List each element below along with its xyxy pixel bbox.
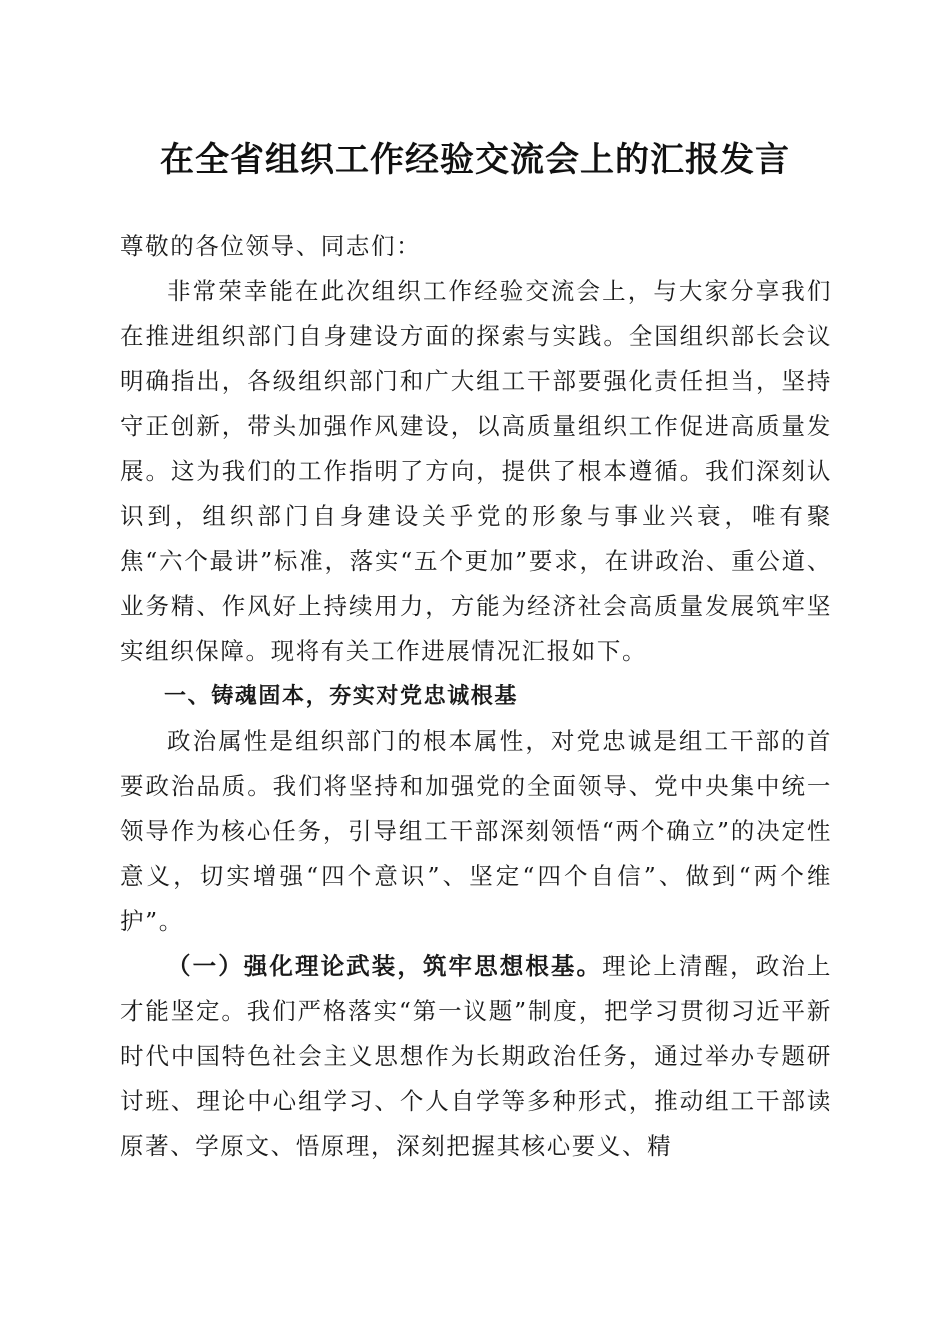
intro-paragraph: 非常荣幸能在此次组织工作经验交流会上，与大家分享我们在推进组织部门自身建设方面的探索与实践。全国组织部长会议明确指出，各级组织部门和广大组工干部要强化责任担当，坚持守正创新，带头加强作风建设，以高质量组织工作促进高质量发展。这为我们的工作指明了方向，提供了根本遵循。我们深刻认识到，组织部门自身建设关乎党的形象与事业兴衰，唯有聚焦“六个最讲”标准，落实“五个更加”要求，在讲政治、重公道、业务精、作风好上持续用力，方能为经济社会高质量发展筑牢坚实组织保障。现将有关工作进展情况汇报如下。 — [120, 277, 832, 665]
subsection-1-paragraph — [120, 944, 832, 1169]
section-1-heading: 一、铸魂固本，夯实对党忠诚根基 — [164, 684, 519, 709]
document-body — [120, 224, 832, 1169]
subsection-1-heading: （一）强化理论武装，筑牢思想根基。 — [167, 952, 603, 980]
subsection-1-text: 理论上清醒，政治上才能坚定。我们严格落实“第一议题”制度，把学习贯彻习近平新时代中国特色社会主义思想作为长期政治任务，通过举办专题研讨班、理论中心组学习、个人自学等多种形式，推动组工干部读原著、学原文、悟原理，深刻把握其核心要义、精 — [120, 952, 832, 1160]
document-title: 在全省组织工作经验交流会上的汇报发言 — [160, 140, 790, 180]
salutation: 尊敬的各位领导、同志们： — [120, 232, 422, 260]
section-1-paragraph: 政治属性是组织部门的根本属性，对党忠诚是组工干部的首要政治品质。我们将坚持和加强党的全面领导、党中央集中统一领导作为核心任务，引导组工干部深刻领悟“两个确立”的决定性意义，切实增强“四个意识”、坚定“四个自信”、做到“两个维护”。 — [120, 727, 832, 935]
